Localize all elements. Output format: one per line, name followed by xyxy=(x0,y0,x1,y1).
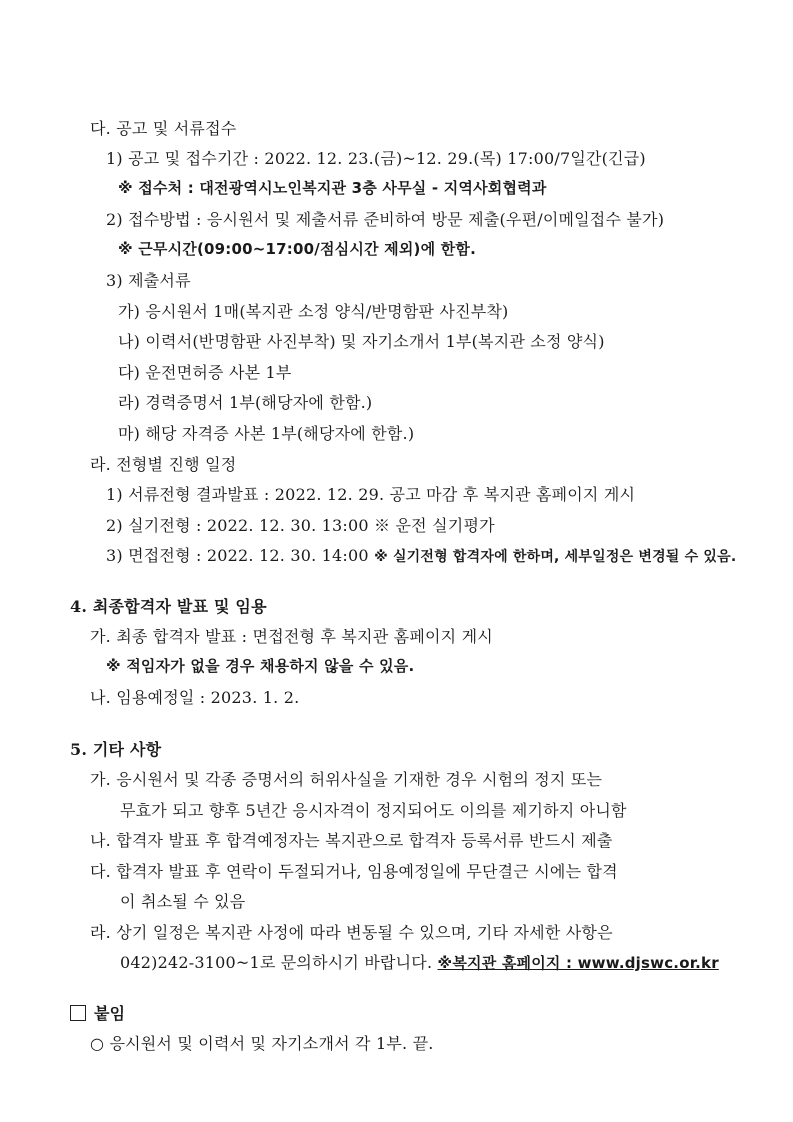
text-line: 1) 공고 및 접수기간 : 2022. 12. 23.(금)~12. 29.(목) 17:00/7일간(긴급) xyxy=(106,149,646,168)
text-line: 1) 서류전형 결과발표 : 2022. 12. 29. 공고 마감 후 복지관 홈페이지 게시 xyxy=(106,485,636,504)
attachment-title xyxy=(70,1001,125,1024)
contact-text: 042)242-3100~1로 문의하시기 바랍니다. xyxy=(120,953,433,972)
checkbox-square-icon xyxy=(70,1005,86,1021)
note: ※ 근무시간(09:00~17:00/점심시간 제외)에 한함. xyxy=(118,240,476,258)
list-item: 다) 운전면허증 사본 1부 xyxy=(118,363,292,382)
attachment-item: ○ 응시원서 및 이력서 및 자기소개서 각 1부. 끝. xyxy=(90,1034,434,1053)
text-line: 무효가 되고 향후 5년간 응시자격이 정지되어도 이의를 제기하지 아니함 xyxy=(120,801,627,820)
section-heading: 다. 공고 및 서류접수 xyxy=(90,119,237,138)
text-line: 나. 임용예정일 : 2023. 1. 2. xyxy=(90,688,300,707)
text-line: 가. 최종 합격자 발표 : 면접전형 후 복지관 홈페이지 게시 xyxy=(90,627,493,646)
list-item: 가) 응시원서 1매(복지관 소정 양식/반명함판 사진부착) xyxy=(118,302,509,321)
list-item: 라) 경력증명서 1부(해당자에 한함.) xyxy=(118,393,373,412)
note: ※ 적임자가 없을 경우 채용하지 않을 수 있음. xyxy=(106,657,415,675)
text-line: 이 취소될 수 있음 xyxy=(120,892,246,911)
list-item: 마) 해당 자격증 사본 1부(해당자에 한함.) xyxy=(118,424,415,443)
attachment-label: 붙임 xyxy=(94,1004,126,1023)
note: ※ 실기전형 합격자에 한하며, 세부일정은 변경될 수 있음. xyxy=(374,549,737,565)
section-heading: 라. 전형별 진행 일정 xyxy=(90,455,237,474)
text-line xyxy=(120,950,719,973)
note: ※ 접수처 : 대전광역시노인복지관 3층 사무실 - 지역사회협력과 xyxy=(118,179,547,197)
section-title: 5. 기타 사항 xyxy=(70,740,162,759)
text-line: 다. 합격자 발표 후 연락이 두절되거나, 임용예정일에 무단결근 시에는 합격 xyxy=(90,862,618,881)
text-line: 2) 접수방법 : 응시원서 및 제출서류 준비하여 방문 제출(우편/이메일접수 불가) xyxy=(106,210,665,229)
schedule-interview: 3) 면접전형 : 2022. 12. 30. 14:00 xyxy=(106,546,369,565)
list-item: 나) 이력서(반명함판 사진부착) 및 자기소개서 1부(복지관 소정 양식) xyxy=(118,332,605,351)
text-line: 라. 상기 일정은 복지관 사정에 따라 변동될 수 있으며, 기타 자세한 사항은 xyxy=(90,923,613,942)
text-line: 3) 제출서류 xyxy=(106,271,191,290)
section-title: 4. 최종합격자 발표 및 임용 xyxy=(70,597,267,616)
text-line: 가. 응시원서 및 각종 증명서의 허위사실을 기재한 경우 시험의 정지 또는 xyxy=(90,770,603,789)
text-line xyxy=(106,543,736,566)
homepage-link[interactable]: ※복지관 홈페이지 : www.djswc.or.kr xyxy=(437,954,719,972)
text-line: 2) 실기전형 : 2022. 12. 30. 13:00 ※ 운전 실기평가 xyxy=(106,516,495,535)
text-line: 나. 합격자 발표 후 합격예정자는 복지관으로 합격자 등록서류 반드시 제출 xyxy=(90,831,613,850)
